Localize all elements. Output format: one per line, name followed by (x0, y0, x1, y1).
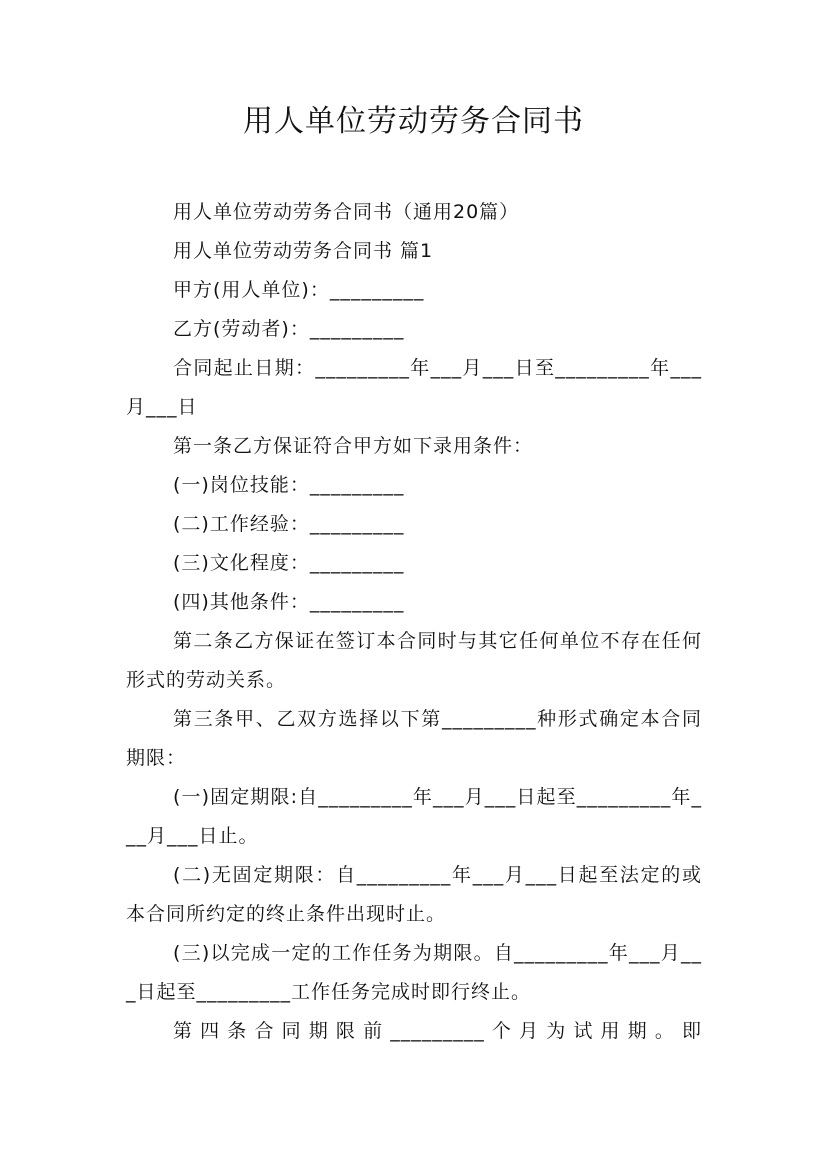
paragraph-party-b: 乙方(劳动者)：_________ (173, 318, 405, 340)
paragraph-term-fixed: (一)固定期限:自_________年___月___日起至_________年___月___日止。 (126, 786, 702, 847)
document-body (126, 193, 702, 1051)
paragraph-contract-dates: 合同起止日期：_________年___月___日至_________年___月___日 (126, 357, 702, 418)
paragraph-condition-4: (四)其他条件：_________ (173, 591, 405, 613)
paragraph-party-a: 甲方(用人单位)：_________ (173, 279, 425, 301)
paragraph-article-1: 第一条乙方保证符合甲方如下录用条件： (173, 435, 534, 457)
paragraph-article-2: 第二条乙方保证在签订本合同时与其它任何单位不存在任何形式的劳动关系。 (126, 630, 702, 691)
paragraph-article-4: 第四条合同期限前_________个月为试用期。即 (173, 1020, 702, 1042)
paragraph-term-open: (二)无固定期限：自_________年___月___日起至法定的或本合同所约定的终止条件出现时止。 (126, 864, 702, 925)
paragraph-subtitle: 用人单位劳动劳务合同书（通用20篇） (173, 201, 520, 223)
paragraph-condition-2: (二)工作经验：_________ (173, 513, 405, 535)
document-title: 用人单位劳动劳务合同书 (243, 104, 584, 139)
paragraph-condition-3: (三)文化程度：_________ (173, 552, 405, 574)
paragraph-term-task: (三)以完成一定的工作任务为期限。自_________年___月___日起至_________工作任务完成时即行终止。 (126, 942, 702, 1003)
paragraph-condition-1: (一)岗位技能：_________ (173, 474, 405, 496)
paragraph-article-3: 第三条甲、乙双方选择以下第_________种形式确定本合同期限： (126, 708, 702, 769)
paragraph-section-heading: 用人单位劳动劳务合同书 篇1 (173, 240, 434, 262)
